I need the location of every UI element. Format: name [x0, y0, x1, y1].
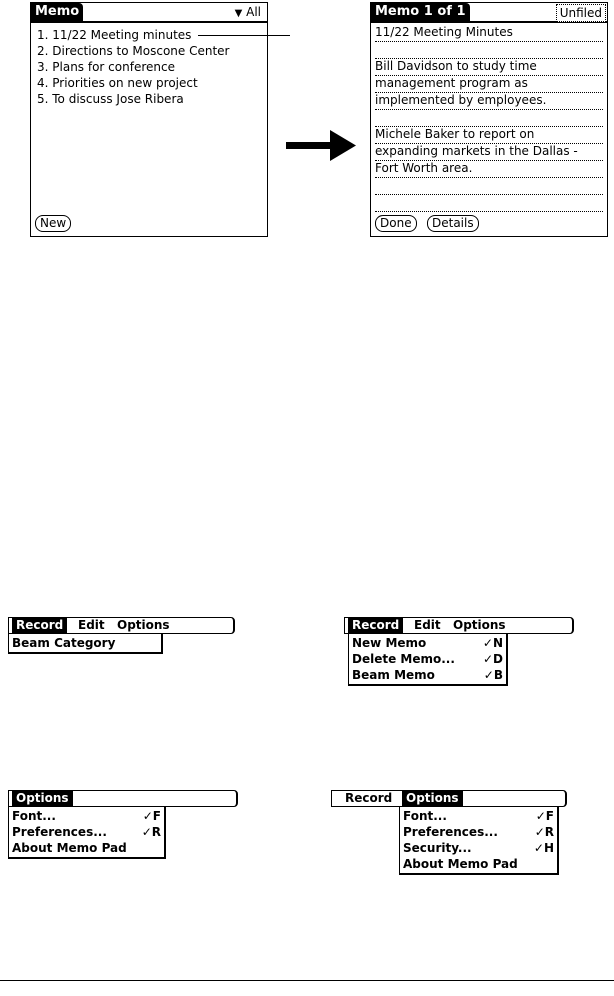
category-picker[interactable]	[235, 4, 261, 22]
memo-line	[375, 110, 603, 127]
memo-text-area[interactable]	[375, 25, 603, 212]
menu-item-label: Beam Memo	[352, 668, 435, 682]
menu-bar	[8, 790, 238, 807]
menu-item-security[interactable]	[403, 840, 554, 856]
menu-bar	[344, 617, 574, 634]
title-underline	[31, 21, 267, 23]
done-button[interactable]: Done	[375, 215, 417, 232]
memo-title: Memo	[31, 3, 83, 21]
menu-item-label: Beam Category	[12, 636, 116, 650]
menu-item-label: Font...	[12, 809, 56, 823]
menu-item-preferences[interactable]	[403, 824, 554, 840]
menu-item-font[interactable]	[12, 808, 161, 824]
menu-item-label: Font...	[403, 809, 447, 823]
memo-line: Fort Worth area.	[375, 161, 603, 178]
memo-list-item[interactable]: 3. Plans for conference	[37, 60, 175, 74]
arrow-shaft	[286, 142, 332, 149]
memo-list-screen	[30, 2, 268, 237]
menu-item-label: About Memo Pad	[12, 841, 127, 855]
menu-item-label: Delete Memo...	[352, 652, 455, 666]
menu-item-delete-memo[interactable]	[352, 651, 503, 667]
arrow-right-icon	[330, 130, 356, 161]
menu-options[interactable]: Options	[12, 791, 73, 806]
menu-item-shortcut: ✓H	[533, 841, 554, 855]
menu-item-label: About Memo Pad	[403, 857, 518, 871]
menu-options[interactable]: Options	[453, 618, 506, 632]
menu-item-about-memo-pad[interactable]	[403, 856, 554, 872]
menu-record[interactable]: Record	[12, 618, 67, 633]
memo-line	[375, 195, 603, 212]
memo-line: implemented by employees.	[375, 93, 603, 110]
memo-list-item[interactable]: 5. To discuss Jose Ribera	[37, 92, 184, 106]
category-picker[interactable]: Unfiled	[556, 4, 606, 22]
memo-line: Bill Davidson to study time	[375, 59, 603, 76]
menu-item-preferences[interactable]	[12, 824, 161, 840]
memo-line	[375, 42, 603, 59]
memo-line: management program as	[375, 76, 603, 93]
memo-list-item[interactable]: 1. 11/22 Meeting minutes	[37, 28, 192, 42]
memo-editor-title: Memo 1 of 1	[371, 3, 470, 21]
menu-item-shortcut: ✓R	[534, 825, 554, 839]
memo-list	[37, 27, 229, 107]
menu-options[interactable]: Options	[402, 791, 463, 806]
menu-edit[interactable]: Edit	[78, 618, 105, 632]
menu-bar	[331, 790, 567, 807]
menu-item-font[interactable]	[403, 808, 554, 824]
menu-item-shortcut: ✓F	[142, 809, 161, 823]
record-menu-dropdown	[8, 633, 163, 654]
menu-item-shortcut: ✓R	[141, 825, 161, 839]
memo-line: Michele Baker to report on	[375, 127, 603, 144]
menu-item-shortcut: ✓F	[535, 809, 554, 823]
menu-bar	[8, 617, 235, 634]
menu-item-label: New Memo	[352, 636, 427, 650]
options-menu-dropdown	[8, 806, 166, 859]
callout-line	[198, 35, 290, 36]
menu-record[interactable]: Record	[345, 791, 393, 805]
menu-item-shortcut: ✓B	[483, 668, 503, 682]
memo-line: 11/22 Meeting Minutes	[375, 25, 603, 42]
menu-item-shortcut: ✓D	[482, 652, 503, 666]
triangle-down-icon: ▼	[234, 8, 243, 19]
menu-item-label: Preferences...	[403, 825, 498, 839]
menu-item-new-memo[interactable]	[352, 635, 503, 651]
menu-item-label: Security...	[403, 841, 472, 855]
details-button[interactable]: Details	[427, 215, 479, 232]
page-divider	[0, 980, 614, 981]
memo-list-item[interactable]: 4. Priorities on new project	[37, 76, 198, 90]
menu-item-beam-category[interactable]	[12, 635, 158, 651]
memo-list-item[interactable]: 2. Directions to Moscone Center	[37, 44, 230, 58]
memo-line: expanding markets in the Dallas -	[375, 144, 603, 161]
record-menu-dropdown	[348, 633, 508, 686]
options-menu-dropdown	[399, 806, 559, 875]
memo-editor-screen	[370, 2, 608, 237]
menu-item-beam-memo[interactable]	[352, 667, 503, 683]
menu-record[interactable]: Record	[348, 618, 403, 633]
menu-item-shortcut: ✓N	[482, 636, 503, 650]
menu-item-about-memo-pad[interactable]	[12, 840, 161, 856]
menu-options[interactable]: Options	[117, 618, 170, 632]
memo-line	[375, 178, 603, 195]
menu-edit[interactable]: Edit	[414, 618, 441, 632]
category-label: All	[246, 5, 261, 19]
new-button[interactable]: New	[35, 215, 71, 232]
menu-item-label: Preferences...	[12, 825, 107, 839]
